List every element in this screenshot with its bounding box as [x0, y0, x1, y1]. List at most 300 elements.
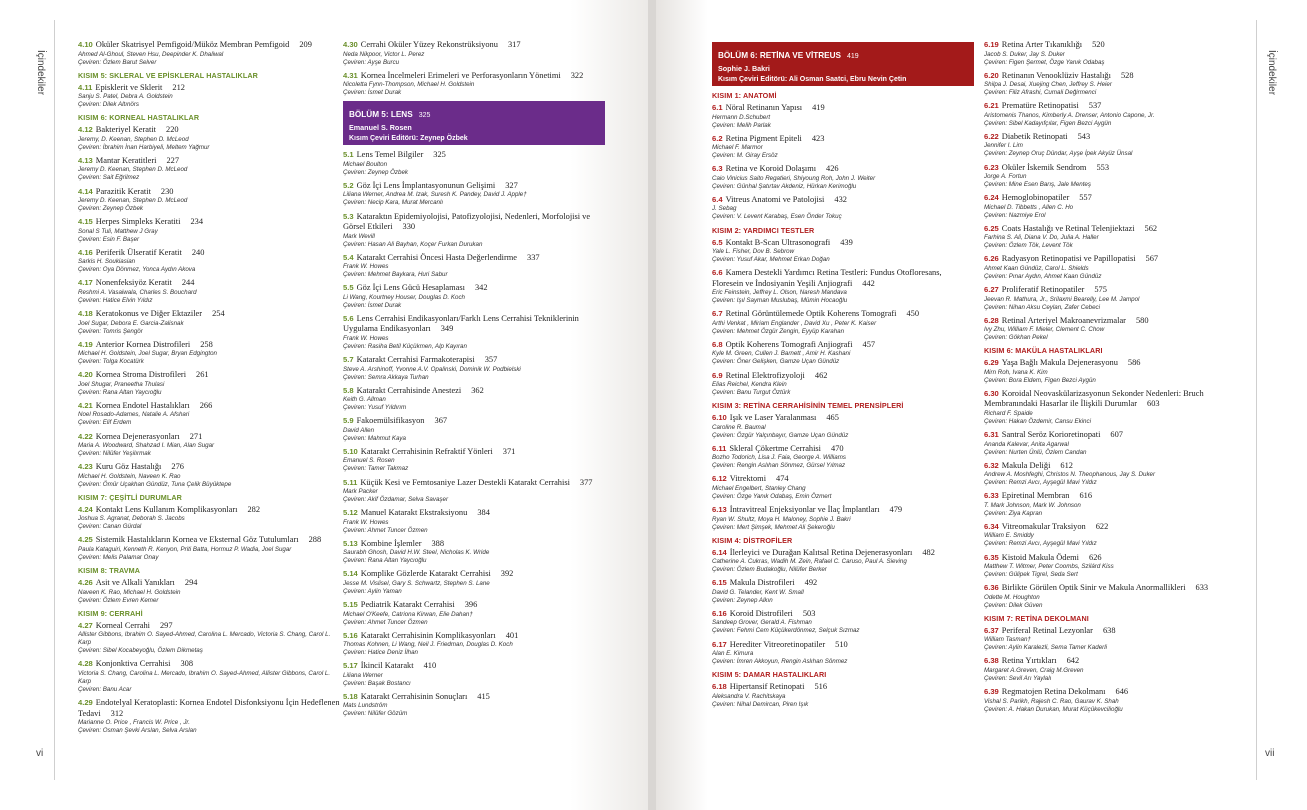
toc-entry: [984, 40, 1242, 67]
toc-entry-title: Manuel Katarakt Ekstraksiyonu: [360, 508, 468, 518]
toc-entry-title-line: [984, 316, 1242, 327]
toc-entry-title-line: [78, 462, 340, 473]
toc-entry-title: Işık ve Laser Yaralanması: [729, 413, 817, 423]
toc-entry-authors: Odette M. Houghton: [984, 593, 1040, 601]
toc-entry-authors: William Tasman†: [984, 636, 1031, 644]
toc-entry-page: 294: [184, 578, 198, 587]
toc-entry: [712, 548, 974, 575]
toc-entry-title: Hipertansif Retinopati: [729, 682, 805, 692]
toc-entry-number: 6.2: [712, 133, 723, 143]
toc-entry-number: 5.3: [343, 211, 354, 221]
toc-entry-title-line: [343, 692, 605, 703]
toc-entry-number: 6.29: [984, 358, 999, 368]
toc-entry-authors: Saurabh Ghosh, David H.W. Steel, Nicholas K. Wride: [343, 549, 490, 557]
toc-entry-title-line: [984, 553, 1242, 564]
toc-entry-title-line: [343, 212, 605, 233]
toc-entry-page: 297: [159, 620, 173, 630]
toc-entry: [343, 416, 605, 443]
toc-entry-title-line: [78, 40, 340, 51]
toc-entry-number: 6.26: [984, 254, 999, 264]
toc-entry-title: Makula Distrofileri: [729, 578, 795, 588]
toc-entry-number: 4.11: [78, 82, 93, 92]
chapter-author: Emanuel S. Rosen: [349, 123, 412, 133]
toc-entry-authors: Ahmed Al-Ghoul, Steven Hsu, Deepinder K. Dhaliwal: [78, 50, 224, 58]
toc-entry-title: Regmatojen Retina Dekolmanı: [1001, 687, 1106, 696]
toc-entry-title-line: [712, 505, 974, 516]
toc-entry-translator: Çeviren: Ahmet Tuncer Özmen: [343, 618, 428, 626]
toc-entry-number: 6.37: [984, 625, 999, 635]
toc-entry-translator: Çeviren: Filiz Afrashi, Cumali Değirmenci: [984, 89, 1097, 97]
toc-column: [78, 40, 340, 800]
toc-entry-number: 4.26: [78, 578, 93, 587]
toc-entry-page: 482: [922, 547, 935, 557]
toc-entry-number: 6.22: [984, 131, 999, 141]
toc-entry-title: Sistemik Hastalıkların Kornea ve Eksternal Göz Tutulumları: [95, 535, 299, 545]
chapter-title: BÖLÜM 6: RETİNA VE VİTREUS: [718, 51, 841, 60]
toc-entry-translator: Çeviren: Ayşe Burcu: [343, 58, 400, 66]
toc-entry-translator: Çeviren: Özge Yanık Odabaş, Emin Özmert: [712, 492, 832, 500]
toc-entry-authors: Jorge A. Fortun: [984, 173, 1027, 180]
toc-entry-authors: Kyle M. Green, Cullen J. Barnett , Amir H. Kashani: [712, 350, 851, 358]
toc-entry-authors: Michael Engelbert, Stanley Chang: [712, 484, 806, 492]
toc-entry-title: Korneal Cerrahi: [95, 620, 150, 630]
toc-entry: [343, 181, 605, 208]
toc-entry: [78, 505, 340, 532]
toc-entry-number: 4.24: [78, 504, 93, 514]
toc-entry: [712, 134, 974, 161]
toc-entry-authors: Caroline R. Baumal: [712, 423, 766, 431]
toc-entry-authors: Frank W. Howes: [343, 518, 389, 526]
chapter-editor: Kısım Çeviri Editörü: Zeynep Özbek: [349, 135, 468, 143]
page-number: vi: [36, 748, 44, 759]
section-heading: KISIM 6: MAKÜLA HASTALIKLARI: [984, 346, 1103, 356]
toc-entry-title: Nonenfeksiyöz Keratit: [95, 278, 172, 288]
toc-entry: [984, 389, 1242, 426]
toc-entry-translator: Çeviren: Yusuf Akar, Mehmet Erkan Doğan: [712, 256, 830, 264]
toc-entry-title-line: [984, 656, 1242, 667]
toc-entry-title: Fakoemülsifikasyon: [356, 416, 425, 426]
toc-entry-translator: Çeviren: Mehmet Özgür Zengin, Eyyüp Karahan: [712, 327, 845, 335]
toc-entry-number: 6.6: [712, 268, 723, 278]
toc-entry-authors: Joel Sugar, Debora E. Garcia-Zalisnak: [78, 319, 184, 327]
toc-entry-number: 4.13: [78, 155, 93, 165]
toc-entry-number: 6.30: [984, 388, 999, 398]
toc-entry-translator: Çeviren: Sait Eğrilmez: [78, 174, 140, 182]
toc-entry: [78, 278, 340, 305]
toc-entry-title: Keratokonus ve Diğer Ektaziler: [95, 309, 203, 318]
side-tab: [26, 20, 55, 780]
toc-entry-title-line: [343, 181, 605, 192]
toc-entry: [712, 309, 974, 336]
toc-entry-translator: Çeviren: Tomris Şengör: [78, 327, 143, 335]
toc-entry-title-line: [712, 640, 974, 651]
toc-entry-page: 317: [507, 40, 521, 49]
toc-column: [712, 40, 974, 800]
toc-entry-translator: Çeviren: Necip Kara, Murat Mercanlı: [343, 199, 444, 207]
toc-entry-number: 5.16: [343, 630, 358, 640]
toc-entry-page: 470: [831, 443, 844, 453]
toc-entry-translator: Çeviren: Ahmet Tuncer Özmen: [343, 526, 428, 534]
toc-entry-title: Radyasyon Retinopatisi ve Papillopatisi: [1001, 254, 1136, 264]
toc-entry-title: Katarakt Cerrahisinin Refraktif Yönleri: [360, 446, 493, 456]
toc-entry: [343, 283, 605, 310]
section-heading: KISIM 5: SKLERAL VE EPİSKLERAL HASTALIKLAR: [78, 70, 258, 80]
toc-entry-translator: Çeviren: Zeynep Özbek: [343, 168, 408, 176]
toc-entry-translator: Çeviren: İmren Akkoyun, Rengin Aslıhan Sönmez: [712, 658, 848, 666]
toc-entry-authors: Andrew A. Moshfeghi, Christos N. Theophanous, Jay S. Duker: [984, 471, 1156, 479]
toc-entry-page: 510: [835, 639, 848, 649]
toc-entry: [78, 578, 340, 605]
toc-entry-translator: Çeviren: Mert Şimşek, Mehmet Ali Şekeroğlu: [712, 523, 835, 531]
toc-entry: [984, 583, 1242, 610]
toc-entry: [984, 461, 1242, 488]
toc-entry-translator: Çeviren: Esin F. Başer: [78, 235, 140, 243]
toc-entry-title: Birlikte Görülen Optik Sinir ve Makula Anormallikleri: [1001, 583, 1186, 593]
toc-entry-title: Bakteriyel Keratit: [95, 125, 157, 135]
toc-entry: [984, 687, 1242, 714]
toc-entry: [712, 103, 974, 130]
toc-entry: [712, 340, 974, 367]
toc-entry-page: 537: [1088, 101, 1102, 111]
toc-entry-authors: Liliana Werner: [343, 671, 383, 679]
toc-entry: [343, 314, 605, 351]
toc-entry-page: 543: [1077, 131, 1091, 141]
toc-entry-translator: Çeviren: Canan Gürdal: [78, 523, 142, 531]
toc-entry: [78, 401, 340, 428]
toc-entry-authors: Marianne O. Price , Francis W. Price , Jr.: [78, 719, 190, 726]
toc-entry-title-line: [712, 444, 974, 455]
toc-entry-page: 465: [826, 413, 839, 423]
toc-entry-authors: Jennifer I. Lim: [984, 142, 1023, 150]
toc-entry-number: 6.1: [712, 103, 723, 112]
side-tab-label: İçindekiler: [35, 50, 46, 96]
toc-entry-page: 327: [505, 180, 518, 190]
toc-entry-title-line: [343, 569, 605, 580]
toc-entry-authors: Jesse M. Vislisel, Gary S. Schwartz, Stephen S. Lane: [343, 579, 490, 587]
toc-entry-page: 377: [579, 477, 593, 487]
toc-entry-translator: Çeviren: Pınar Aydın, Ahmet Kaan Gündüz: [984, 272, 1102, 280]
toc-entry-title: Kornea Dejenerasyonları: [95, 431, 180, 441]
toc-entry-translator: Çeviren: Gülipek Tigrel, Seda Sert: [984, 571, 1078, 579]
toc-entry-translator: Çeviren: Hasan Ali Bayhan, Koçer Furkan Durukan: [343, 240, 483, 248]
toc-entry-page: 244: [181, 278, 195, 288]
toc-entry-authors: Aleksandra V. Rachitskaya: [712, 692, 786, 700]
toc-entry: [78, 217, 340, 244]
toc-entry-title-line: [984, 491, 1242, 502]
toc-entry-title: Katarakt Cerrahisi Farmakoterapisi: [356, 355, 475, 364]
toc-entry-title-line: [984, 193, 1242, 204]
toc-entry-title-line: [712, 474, 974, 485]
toc-entry-translator: Çeviren: Oya Dönmez, Yonca Aydın Akova: [78, 266, 196, 274]
toc-entry-page: 212: [172, 82, 185, 92]
toc-entry-page: 633: [1195, 583, 1209, 593]
toc-entry-title-line: [78, 370, 340, 381]
toc-entry-title-line: [343, 355, 605, 366]
toc-entry-title-line: [343, 253, 605, 264]
toc-entry-title-line: [712, 164, 974, 175]
toc-entry-title: Kontakt Lens Kullanım Komplikasyonları: [95, 504, 238, 514]
toc-entry-translator: Çeviren: Akif Özdamar, Selva Savaşer: [343, 496, 448, 504]
toc-entry-number: 4.18: [78, 309, 93, 318]
toc-entry-authors: Shilpa J. Desai, Xuejing Chen, Jeffrey S. Heier: [984, 81, 1112, 89]
toc-entry: [984, 553, 1242, 580]
toc-entry-title: İkincil Katarakt: [360, 661, 414, 671]
toc-entry-page: 586: [1127, 358, 1141, 368]
toc-entry-title: Göz İçi Lens Gücü Hesaplaması: [356, 283, 465, 293]
toc-entry-title-line: [343, 71, 605, 82]
toc-entry-number: 6.9: [712, 370, 723, 380]
toc-entry-page: 357: [484, 355, 498, 364]
toc-entry-translator: Çeviren: Osman Şevki Arslan, Selva Arslan: [78, 727, 197, 735]
toc-entry-page: 457: [862, 339, 876, 349]
toc-entry-authors: Frank W. Howes: [343, 263, 389, 271]
section-heading: KISIM 7: RETİNA DEKOLMANI: [984, 613, 1089, 623]
toc-entry-number: 4.27: [78, 620, 93, 630]
toc-entry-title-line: [984, 358, 1242, 369]
toc-entry-authors: Mirn Roh, Ivana K. Kim: [984, 368, 1048, 376]
toc-entry-number: 5.7: [343, 355, 354, 364]
toc-entry-translator: Çeviren: Fehmi Cem Küçükerdönmez, Selçuk Sızmaz: [712, 627, 860, 635]
toc-entry-page: 220: [166, 125, 179, 135]
toc-entry-number: 5.12: [343, 508, 358, 518]
toc-entry: [78, 370, 340, 397]
toc-entry-title-line: [712, 371, 974, 382]
toc-entry: [712, 578, 974, 605]
toc-entry-title: Endotelyal Keratoplasti: Kornea Endotel Disfonksiyonu İçin Hedeflenen Tedavi: [78, 698, 340, 718]
toc-entry-number: 4.22: [78, 431, 93, 441]
toc-entry-title-line: [78, 278, 340, 289]
toc-entry-title-line: [984, 285, 1242, 296]
toc-entry-translator: Çeviren: Rengin Aslıhan Sönmez, Gürsel Yılmaz: [712, 462, 846, 470]
toc-entry-number: 6.24: [984, 193, 999, 203]
toc-entry-title: Katarakt Cerrahisinde Anestezi: [356, 385, 462, 395]
toc-entry-page: 603: [1147, 399, 1160, 409]
toc-entry: [343, 253, 605, 280]
toc-entry-translator: Çeviren: Başak Bostancı: [343, 679, 411, 687]
section-heading: KISIM 7: ÇEŞİTLİ DURUMLAR: [78, 492, 182, 502]
toc-entry-translator: Çeviren: A. Hakan Durukan, Murat Küçükevcilioğlu: [984, 705, 1123, 713]
toc-entry-title: Koroidal Neovaskülarizasyonun Sekonder Nedenleri: Bruch Membranındaki Hasarlar ile İlişkili Durumlar: [984, 388, 1204, 409]
toc-entry: [712, 371, 974, 398]
toc-entry-translator: Çeviren: Banu Turgut Öztürk: [712, 389, 791, 397]
toc-entry: [712, 474, 974, 501]
toc-entry: [984, 316, 1242, 343]
toc-entry: [343, 447, 605, 474]
toc-entry: [712, 682, 974, 709]
chapter-page: 325: [418, 112, 431, 120]
toc-entry-authors: Noel Rosado-Adames, Natalie A. Afshari: [78, 411, 190, 419]
toc-entry-authors: Victoria S. Chang, Carolina L. Mercado, Ibrahim O. Sayed-Ahmed, Allister Gibbons, Carol L. Karp: [78, 669, 331, 685]
toc-entry-title: Göz İçi Lens İmplantasyonunun Gelişimi: [356, 180, 496, 190]
toc-entry-title-line: [984, 389, 1242, 410]
toc-entry: [343, 631, 605, 658]
toc-entry-translator: Çeviren: Hakan Özdemir, Cansu Ekinci: [984, 417, 1091, 425]
toc-entry-number: 4.30: [343, 40, 358, 49]
toc-entry-translator: Çeviren: Nilüfer Yeşilırmak: [78, 450, 151, 458]
toc-entry-title: Katarakt Cerrahisinin Komplikasyonları: [360, 630, 496, 640]
toc-entry: [78, 659, 340, 694]
toc-entry-page: 642: [1066, 656, 1080, 666]
toc-entry-title-line: [712, 134, 974, 145]
toc-entry-page: 616: [1079, 491, 1093, 501]
toc-entry-title: Konjonktiva Cerrahisi: [95, 659, 171, 669]
toc-entry-title-line: [78, 83, 340, 94]
toc-entry-title: Kornea Endotel Hastalıkları: [95, 400, 190, 410]
toc-entry-number: 6.34: [984, 521, 999, 531]
toc-entry-page: 308: [180, 659, 194, 669]
toc-entry: [343, 386, 605, 413]
toc-entry-authors: Eric Feinstein, Jeffrey L. Olson, Naresh Mandava: [712, 289, 847, 297]
toc-entry: [984, 224, 1242, 251]
toc-entry: [78, 309, 340, 336]
toc-entry: [984, 254, 1242, 281]
toc-entry-authors: Richard F. Spaide: [984, 409, 1033, 417]
toc-entry-authors: Neda Nikpoor, Victor L. Perez: [343, 50, 425, 58]
toc-entry: [984, 71, 1242, 98]
toc-entry: [984, 522, 1242, 549]
toc-entry-translator: Çeviren: Aylin Yaman: [343, 587, 402, 595]
toc-entry-title: Proliferatif Retinopatiler: [1001, 285, 1085, 294]
toc-entry-authors: Aristomenis Thanos, Kimberly A. Drenser, Antonio Capone, Jr.: [984, 111, 1155, 119]
toc-entry-title-line: [712, 238, 974, 249]
toc-entry-page: 325: [433, 150, 446, 160]
toc-entry-number: 6.12: [712, 474, 727, 484]
toc-entry-number: 6.21: [984, 101, 999, 111]
toc-entry-number: 5.9: [343, 416, 354, 426]
toc-entry-number: 6.31: [984, 430, 999, 439]
toc-entry-title: Makula Deliği: [1001, 460, 1051, 470]
toc-entry-page: 401: [505, 630, 519, 640]
toc-entry-page: 254: [212, 309, 225, 318]
toc-entry-translator: Çeviren: M. Giray Ersöz: [712, 152, 778, 160]
toc-entry-translator: Çeviren: İbrahim İnan Harbiyeli, Meltem Yağmur: [78, 143, 210, 151]
toc-entry-title: Retinal Arteriyel Makroanevrizmalar: [1001, 315, 1126, 325]
toc-entry-translator: Çeviren: Özlem Evren Kemer: [78, 596, 159, 604]
toc-entry: [984, 430, 1242, 457]
toc-entry-title-line: [78, 621, 340, 632]
toc-entry-page: 342: [474, 283, 488, 293]
toc-entry-title: Kontakt B-Scan Ultrasonografi: [725, 237, 831, 247]
toc-entry-title-line: [712, 609, 974, 620]
toc-entry-translator: Çeviren: Rana Altan Yaycıoğlu: [343, 557, 427, 565]
toc-entry: [343, 600, 605, 627]
toc-entry-number: 6.3: [712, 164, 723, 174]
toc-entry: [712, 640, 974, 667]
toc-entry-number: 6.17: [712, 639, 727, 649]
toc-entry-page: 419: [812, 103, 825, 112]
toc-entry-page: 516: [814, 682, 828, 692]
chapter-banner: [712, 42, 974, 86]
toc-column: [984, 40, 1242, 800]
toc-entry-number: 5.6: [343, 313, 354, 323]
toc-entry-title: Kistoid Makula Ödemi: [1001, 552, 1080, 562]
toc-entry-number: 5.10: [343, 446, 358, 456]
section-heading: KISIM 1: ANATOMİ: [712, 91, 777, 100]
toc-entry-translator: Çeviren: Nilüfer Gözüm: [343, 710, 408, 718]
toc-entry-page: 638: [1102, 625, 1116, 635]
toc-entry-translator: Çeviren: Ziya Kapran: [984, 509, 1043, 517]
section-heading: KISIM 9: CERRAHİ: [78, 608, 143, 618]
toc-entry-number: 5.2: [343, 180, 354, 190]
section-heading: KISIM 6: KORNEAL HASTALIKLAR: [78, 113, 200, 123]
toc-entry-authors: Frank W. Howes: [343, 334, 389, 342]
toc-entry: [984, 626, 1242, 653]
toc-entry: [343, 508, 605, 535]
toc-entry-authors: Farhina S. Ali, Diana V. Do, Julia A. Haller: [984, 234, 1099, 242]
toc-entry-title-line: [78, 505, 340, 516]
toc-entry-translator: Çeviren: Bora Eldem, Figen Bezci Aygün: [984, 376, 1096, 384]
chapter-banner-title-line: [349, 104, 599, 122]
toc-entry-number: 6.28: [984, 315, 999, 325]
toc-entry-number: 4.19: [78, 339, 93, 349]
toc-entry-page: 553: [1096, 162, 1110, 172]
section-heading: KISIM 5: DAMAR HASTALIKLARI: [712, 670, 827, 680]
toc-entry: [712, 164, 974, 191]
toc-entry-authors: Joel Shugar, Praneetha Thulasi: [78, 380, 165, 388]
toc-entry-title-line: [984, 101, 1242, 112]
toc-entry-number: 4.15: [78, 217, 93, 227]
toc-entry: [343, 692, 605, 719]
toc-entry-authors: Steve A. Arshinoff, Yvonne A.V. Opalinski, Dominik W. Podbielski: [343, 365, 521, 373]
toc-entry-translator: Çeviren: Zeynep Alkın: [712, 596, 773, 604]
toc-entry-translator: Çeviren: Semra Akkaya Turhan: [343, 373, 429, 381]
toc-entry-title: Anterior Kornea Distrofileri: [95, 339, 191, 349]
toc-entry-translator: Çeviren: Mehmet Baykara, Huri Sabur: [343, 271, 448, 279]
toc-entry-authors: Jacob S. Duker, Jay S. Duker: [984, 50, 1065, 58]
side-tab: [1256, 20, 1285, 780]
toc-entry-translator: Çeviren: Mine Esen Barış, Jale Menteş: [984, 181, 1091, 189]
toc-entry-title-line: [984, 163, 1242, 174]
toc-entry-title: Kombine İşlemler: [360, 538, 422, 548]
toc-entry-number: 6.23: [984, 162, 999, 172]
toc-entry-title: Kataraktın Epidemiyolojisi, Patofizyolojisi, Nedenleri, Morfolojisi ve Görsel Etkileri: [343, 211, 591, 231]
toc-entry-authors: Michael Boulton: [343, 160, 388, 168]
toc-entry-number: 6.14: [712, 547, 727, 557]
toc-entry-title-line: [984, 40, 1242, 51]
toc-entry-number: 6.38: [984, 656, 999, 666]
toc-entry-authors: Ivy Zhu, William F. Mieler, Clement C. Chow: [984, 326, 1105, 334]
toc-entry-authors: Sanju S. Patel, Debra A. Goldstein: [78, 93, 173, 101]
toc-entry-title: Parazitik Keratit: [95, 186, 151, 196]
toc-entry-number: 4.20: [78, 370, 93, 380]
toc-entry-translator: Çeviren: Zeynep Özbek: [78, 205, 143, 213]
toc-entry-authors: Ryan W. Shultz, Moya H. Maloney, Sophie J. Bakri: [712, 515, 851, 523]
toc-entry-title: Retina Yırtıkları: [1001, 656, 1057, 666]
toc-entry-authors: T. Mark Johnson, Mark W. Johnson: [984, 501, 1081, 509]
toc-entry-authors: Elias Reichel, Kendra Klein: [712, 381, 787, 388]
toc-entry-title-line: [712, 413, 974, 424]
toc-entry-page: 240: [191, 247, 205, 257]
toc-entry-page: 258: [200, 339, 213, 349]
toc-entry-title: Herediter Vitreoretinopatiler: [729, 639, 826, 649]
toc-entry: [78, 83, 340, 110]
toc-entry: [712, 444, 974, 471]
toc-entry: [78, 432, 340, 459]
toc-entry-page: 227: [166, 155, 180, 165]
toc-entry: [712, 268, 974, 305]
toc-entry-number: 6.18: [712, 682, 727, 692]
toc-entry-translator: Çeviren: Remzi Avcı, Ayşegül Mavi Yıldız: [984, 540, 1097, 548]
toc-entry-title-line: [984, 687, 1242, 698]
toc-entry-title: Katarakt Cerrahisi Öncesi Hasta Değerlendirme: [356, 252, 518, 262]
toc-entry-authors: Li Wang, Kourtney Houser, Douglas D. Koch: [343, 293, 465, 301]
toc-entry-page: 575: [1094, 285, 1107, 294]
toc-entry-number: 5.5: [343, 283, 354, 293]
toc-entry-translator: Çeviren: Nihal Demircan, Piren Işık: [712, 700, 809, 708]
section-heading: KISIM 8: TRAVMA: [78, 566, 141, 575]
toc-entry-title: Prematüre Retinopatisi: [1001, 101, 1079, 111]
toc-entry-translator: Çeviren: Ömür Uçakhan Gündüz, Tuna Çelik Büyüktepe: [78, 480, 232, 488]
